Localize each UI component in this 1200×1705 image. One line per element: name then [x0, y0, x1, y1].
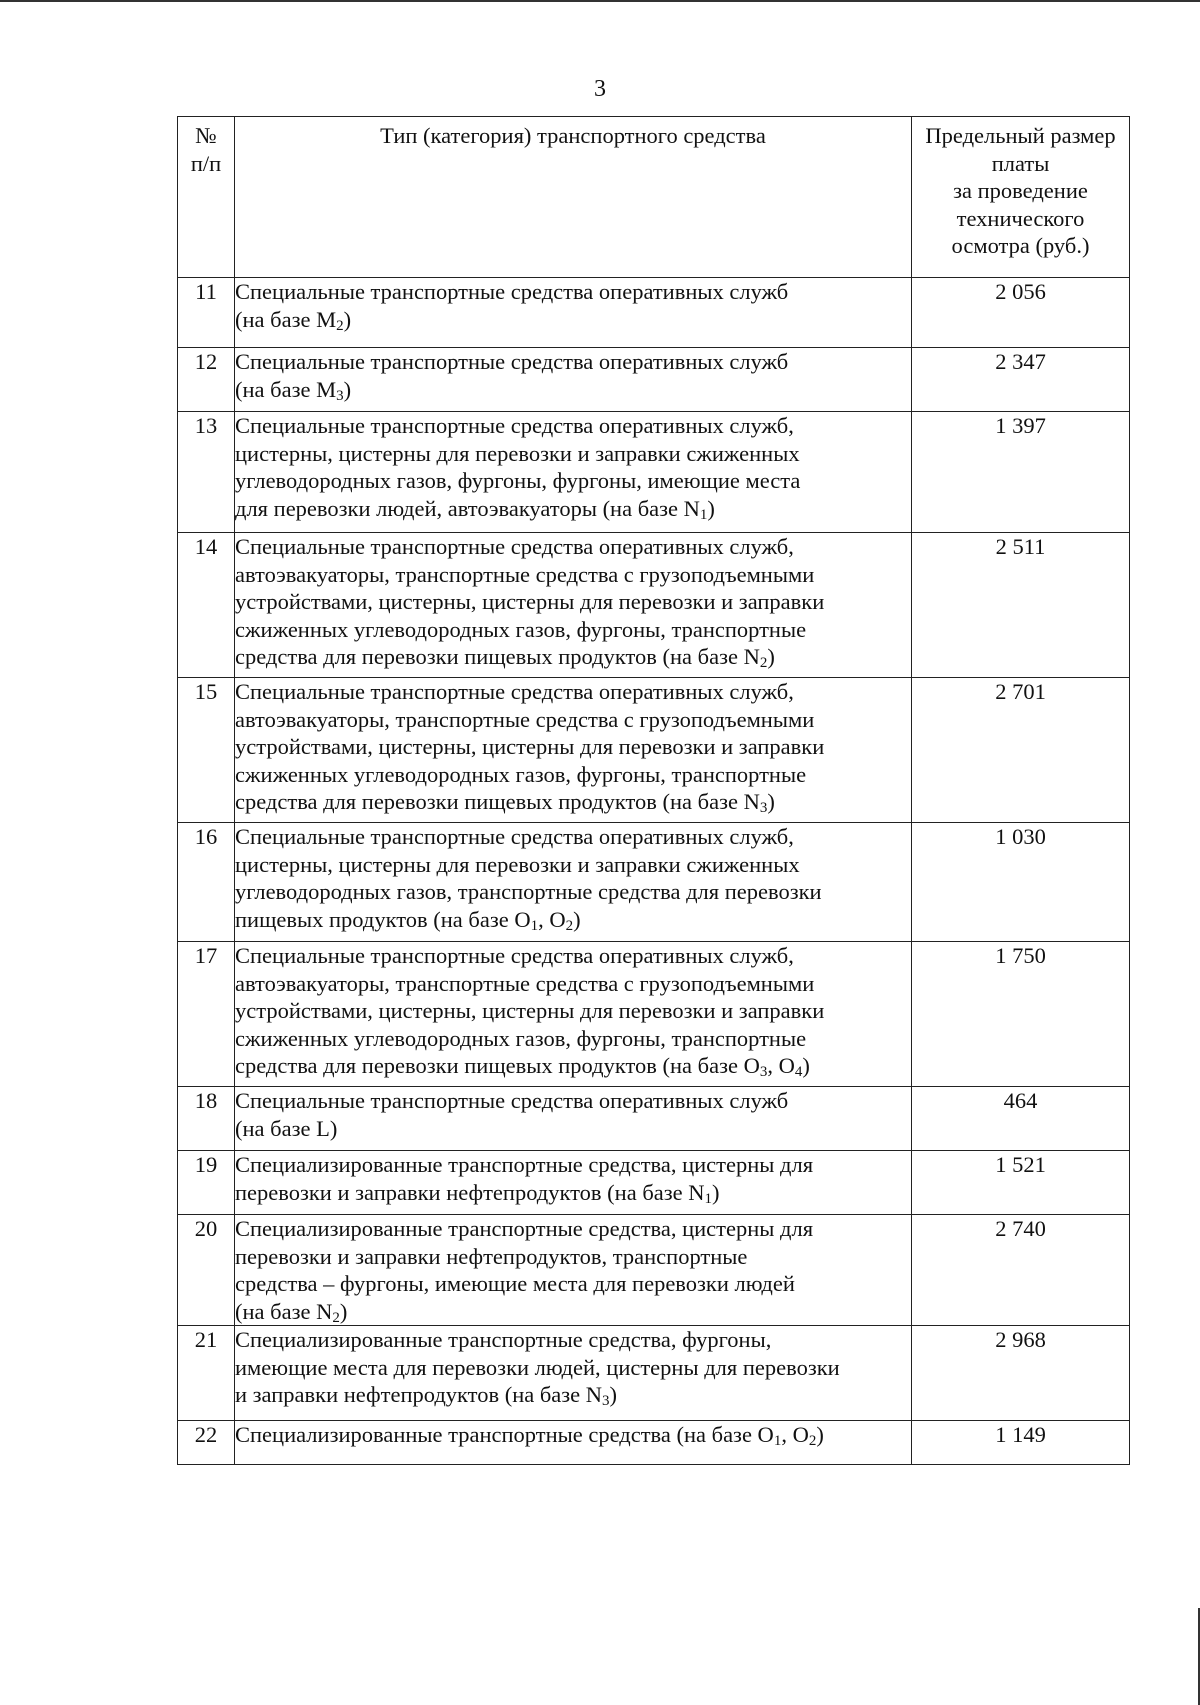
- vehicle-type-text: ): [767, 789, 775, 814]
- vehicle-type-text: (на базе N: [235, 1298, 333, 1324]
- inspection-fee-table: [177, 116, 1130, 1465]
- row-number: 11: [178, 278, 235, 348]
- vehicle-type-line: [235, 1025, 911, 1053]
- vehicle-type-cell: [235, 1326, 912, 1421]
- vehicle-type-line: [235, 412, 911, 440]
- vehicle-type-text: ): [343, 306, 352, 332]
- vehicle-type-line: [235, 533, 911, 561]
- vehicle-type-text: Специализированные транспортные средства (на базе O: [235, 1422, 774, 1447]
- vehicle-type-text: для перевозки людей, автоэвакуаторы (на базе N: [235, 495, 700, 521]
- vehicle-type-line: [235, 906, 911, 934]
- vehicle-type-text: Специальные транспортные средства оперативных служб: [235, 1088, 789, 1113]
- vehicle-type-text: (на базе L): [235, 1115, 338, 1141]
- row-number: 16: [178, 823, 235, 942]
- header-vehicle-type: [235, 117, 912, 278]
- vehicle-type-text: ): [712, 1179, 720, 1205]
- vehicle-type-text: Специальные транспортные средства оперативных служб: [235, 349, 789, 374]
- vehicle-type-line: [235, 878, 911, 906]
- table-header-row: [178, 117, 1130, 278]
- fee-value: 1 397: [912, 412, 1130, 533]
- vehicle-type-line: [235, 997, 911, 1025]
- category-subscript: 2: [759, 655, 768, 671]
- vehicle-type-text: перевозки и заправки нефтепродуктов (на базе N: [235, 1179, 705, 1205]
- vehicle-type-text: Специализированные транспортные средства, цистерны для: [235, 1152, 814, 1177]
- fee-value: 2 056: [912, 278, 1130, 348]
- vehicle-type-cell: [235, 278, 912, 348]
- category-subscript: 2: [332, 1309, 340, 1326]
- vehicle-type-cell: [235, 533, 912, 678]
- vehicle-type-line: [235, 970, 911, 998]
- vehicle-type-line: [235, 440, 911, 468]
- vehicle-type-line: [235, 306, 911, 334]
- vehicle-type-text: и заправки нефтепродуктов (на базе N: [235, 1382, 603, 1407]
- table-body: [178, 278, 1130, 1465]
- row-number: 13: [178, 412, 235, 533]
- vehicle-type-text: , O: [767, 1053, 795, 1078]
- category-subscript: 2: [808, 1433, 817, 1449]
- vehicle-type-line: [235, 588, 911, 616]
- vehicle-type-text: Специальные транспортные средства оперативных служб,: [235, 679, 794, 704]
- vehicle-type-text: ): [802, 1053, 810, 1078]
- header-fee-line: за проведение: [953, 178, 1088, 203]
- row-number: 12: [178, 348, 235, 412]
- vehicle-type-line: [235, 376, 911, 404]
- vehicle-type-text: сжиженных углеводородных газов, фургоны, транспортные: [235, 616, 807, 642]
- vehicle-type-text: ): [707, 495, 715, 521]
- vehicle-type-line: [235, 733, 911, 761]
- table-row: [178, 348, 1130, 412]
- row-number: 18: [178, 1087, 235, 1151]
- category-subscript: 3: [336, 387, 344, 404]
- vehicle-type-text: (на базе M: [235, 306, 337, 332]
- vehicle-type-cell: [235, 823, 912, 942]
- category-subscript: 2: [336, 317, 344, 334]
- vehicle-type-text: перевозки и заправки нефтепродуктов, транспортные: [235, 1243, 748, 1269]
- vehicle-type-text: устройствами, цистерны, цистерны для перевозки и заправки: [235, 998, 825, 1023]
- vehicle-type-text: автоэвакуаторы, транспортные средства с грузоподъемными: [235, 970, 815, 996]
- category-subscript: 3: [759, 800, 768, 816]
- vehicle-type-cell: [235, 1421, 912, 1465]
- row-number: 17: [178, 942, 235, 1087]
- vehicle-type-line: [235, 616, 911, 644]
- vehicle-type-text: , O: [781, 1422, 809, 1447]
- vehicle-type-text: сжиженных углеводородных газов, фургоны, транспортные: [235, 761, 807, 787]
- vehicle-type-text: ): [609, 1382, 618, 1407]
- vehicle-type-line: [235, 495, 911, 523]
- category-subscript: 1: [773, 1433, 782, 1449]
- vehicle-type-text: пищевых продуктов (на базе O: [235, 906, 531, 932]
- row-number: 21: [178, 1326, 235, 1421]
- vehicle-type-text: ): [816, 1422, 824, 1447]
- vehicle-type-text: цистерны, цистерны для перевозки и заправки сжиженных: [235, 440, 800, 466]
- vehicle-type-text: Специальные транспортные средства оперативных служб,: [235, 534, 794, 559]
- vehicle-type-line: [235, 942, 911, 970]
- vehicle-type-text: ): [343, 376, 352, 402]
- header-vehicle-type-text: Тип (категория) транспортного средства: [380, 123, 766, 148]
- vehicle-type-text: ): [339, 1298, 348, 1324]
- table-row: [178, 412, 1130, 533]
- vehicle-type-text: Специальные транспортные средства оперативных служб,: [235, 824, 794, 849]
- vehicle-type-cell: [235, 412, 912, 533]
- vehicle-type-text: средства для перевозки пищевых продуктов (на базе N: [235, 789, 760, 814]
- vehicle-type-text: цистерны, цистерны для перевозки и заправки сжиженных: [235, 851, 800, 877]
- vehicle-type-text: Специализированные транспортные средства, цистерны для: [235, 1216, 814, 1241]
- table-row: [178, 533, 1130, 678]
- header-fee-line: Предельный размер: [925, 123, 1116, 148]
- vehicle-type-cell: [235, 1151, 912, 1215]
- vehicle-type-line: [235, 1215, 911, 1243]
- vehicle-type-line: [235, 1115, 911, 1143]
- vehicle-type-text: (на базе M: [235, 376, 337, 402]
- table-row: [178, 942, 1130, 1087]
- header-fee-line: осмотра (руб.): [951, 233, 1090, 258]
- vehicle-type-text: средства – фургоны, имеющие места для перевозки людей: [235, 1271, 795, 1296]
- vehicle-type-text: устройствами, цистерны, цистерны для перевозки и заправки: [235, 734, 825, 759]
- fee-value: 2 968: [912, 1326, 1130, 1421]
- vehicle-type-line: [235, 1326, 911, 1354]
- table-row: [178, 1151, 1130, 1215]
- vehicle-type-text: средства для перевозки пищевых продуктов (на базе O: [235, 1053, 760, 1078]
- vehicle-type-line: [235, 1052, 911, 1080]
- header-fee-line: технического: [956, 205, 1085, 231]
- vehicle-type-line: [235, 561, 911, 589]
- scan-top-edge: [0, 0, 1200, 2]
- vehicle-type-text: Специальные транспортные средства оперативных служб,: [235, 413, 794, 438]
- vehicle-type-line: [235, 678, 911, 706]
- vehicle-type-text: ): [573, 906, 581, 932]
- header-number: [178, 117, 235, 278]
- row-number: 20: [178, 1215, 235, 1326]
- vehicle-type-line: [235, 851, 911, 879]
- table-row: [178, 1215, 1130, 1326]
- vehicle-type-cell: [235, 1087, 912, 1151]
- vehicle-type-text: сжиженных углеводородных газов, фургоны, транспортные: [235, 1025, 807, 1051]
- fee-value: 2 740: [912, 1215, 1130, 1326]
- header-number-line: №: [195, 123, 217, 148]
- vehicle-type-cell: [235, 1215, 912, 1326]
- row-number: 15: [178, 678, 235, 823]
- table-row: [178, 1087, 1130, 1151]
- vehicle-type-line: [235, 1270, 911, 1298]
- table-row: [178, 1421, 1130, 1465]
- vehicle-type-line: [235, 823, 911, 851]
- vehicle-type-text: ): [767, 644, 775, 669]
- table-row: [178, 278, 1130, 348]
- vehicle-type-text: имеющие места для перевозки людей, цистерны для перевозки: [235, 1354, 840, 1380]
- row-number: 22: [178, 1421, 235, 1465]
- vehicle-type-cell: [235, 942, 912, 1087]
- vehicle-type-line: [235, 1243, 911, 1271]
- fee-value: 1 030: [912, 823, 1130, 942]
- vehicle-type-line: [235, 1421, 911, 1449]
- fee-value: 1 521: [912, 1151, 1130, 1215]
- category-subscript: 1: [704, 1190, 713, 1207]
- vehicle-type-text: Специальные транспортные средства оперативных служб: [235, 279, 789, 304]
- row-number: 14: [178, 533, 235, 678]
- vehicle-type-text: средства для перевозки пищевых продуктов (на базе N: [235, 644, 760, 669]
- vehicle-type-line: [235, 348, 911, 376]
- vehicle-type-line: [235, 706, 911, 734]
- category-subscript: 2: [565, 917, 574, 934]
- fee-value: 2 701: [912, 678, 1130, 823]
- vehicle-type-text: Специализированные транспортные средства, фургоны,: [235, 1327, 772, 1352]
- table-row: [178, 678, 1130, 823]
- row-number: 19: [178, 1151, 235, 1215]
- vehicle-type-line: [235, 1179, 911, 1207]
- vehicle-type-line: [235, 761, 911, 789]
- fee-value: 1 149: [912, 1421, 1130, 1465]
- category-subscript: 1: [699, 506, 708, 523]
- vehicle-type-text: , O: [538, 906, 566, 932]
- header-number-line: п/п: [190, 150, 222, 176]
- vehicle-type-text: углеводородных газов, фургоны, фургоны, имеющие места: [235, 468, 801, 493]
- vehicle-type-text: устройствами, цистерны, цистерны для перевозки и заправки: [235, 589, 825, 614]
- fee-value: 2 511: [912, 533, 1130, 678]
- fee-value: 2 347: [912, 348, 1130, 412]
- vehicle-type-text: автоэвакуаторы, транспортные средства с грузоподъемными: [235, 561, 815, 587]
- table-row: [178, 1326, 1130, 1421]
- header-fee-line: платы: [991, 150, 1050, 176]
- fee-value: 464: [912, 1087, 1130, 1151]
- vehicle-type-line: [235, 643, 911, 671]
- category-subscript: 1: [530, 917, 539, 934]
- vehicle-type-cell: [235, 348, 912, 412]
- vehicle-type-line: [235, 467, 911, 495]
- vehicle-type-line: [235, 278, 911, 306]
- header-fee: [912, 117, 1130, 278]
- vehicle-type-cell: [235, 678, 912, 823]
- page-number: 3: [594, 76, 606, 102]
- vehicle-type-line: [235, 788, 911, 816]
- vehicle-type-text: Специальные транспортные средства оперативных служб,: [235, 943, 794, 968]
- vehicle-type-line: [235, 1381, 911, 1409]
- vehicle-type-line: [235, 1151, 911, 1179]
- vehicle-type-text: углеводородных газов, транспортные средства для перевозки: [235, 879, 822, 904]
- fee-value: 1 750: [912, 942, 1130, 1087]
- category-subscript: 3: [759, 1064, 768, 1080]
- vehicle-type-line: [235, 1298, 911, 1326]
- category-subscript: 3: [602, 1393, 610, 1409]
- vehicle-type-text: автоэвакуаторы, транспортные средства с грузоподъемными: [235, 706, 815, 732]
- vehicle-type-line: [235, 1354, 911, 1382]
- category-subscript: 4: [794, 1064, 803, 1080]
- vehicle-type-line: [235, 1087, 911, 1115]
- table-row: [178, 823, 1130, 942]
